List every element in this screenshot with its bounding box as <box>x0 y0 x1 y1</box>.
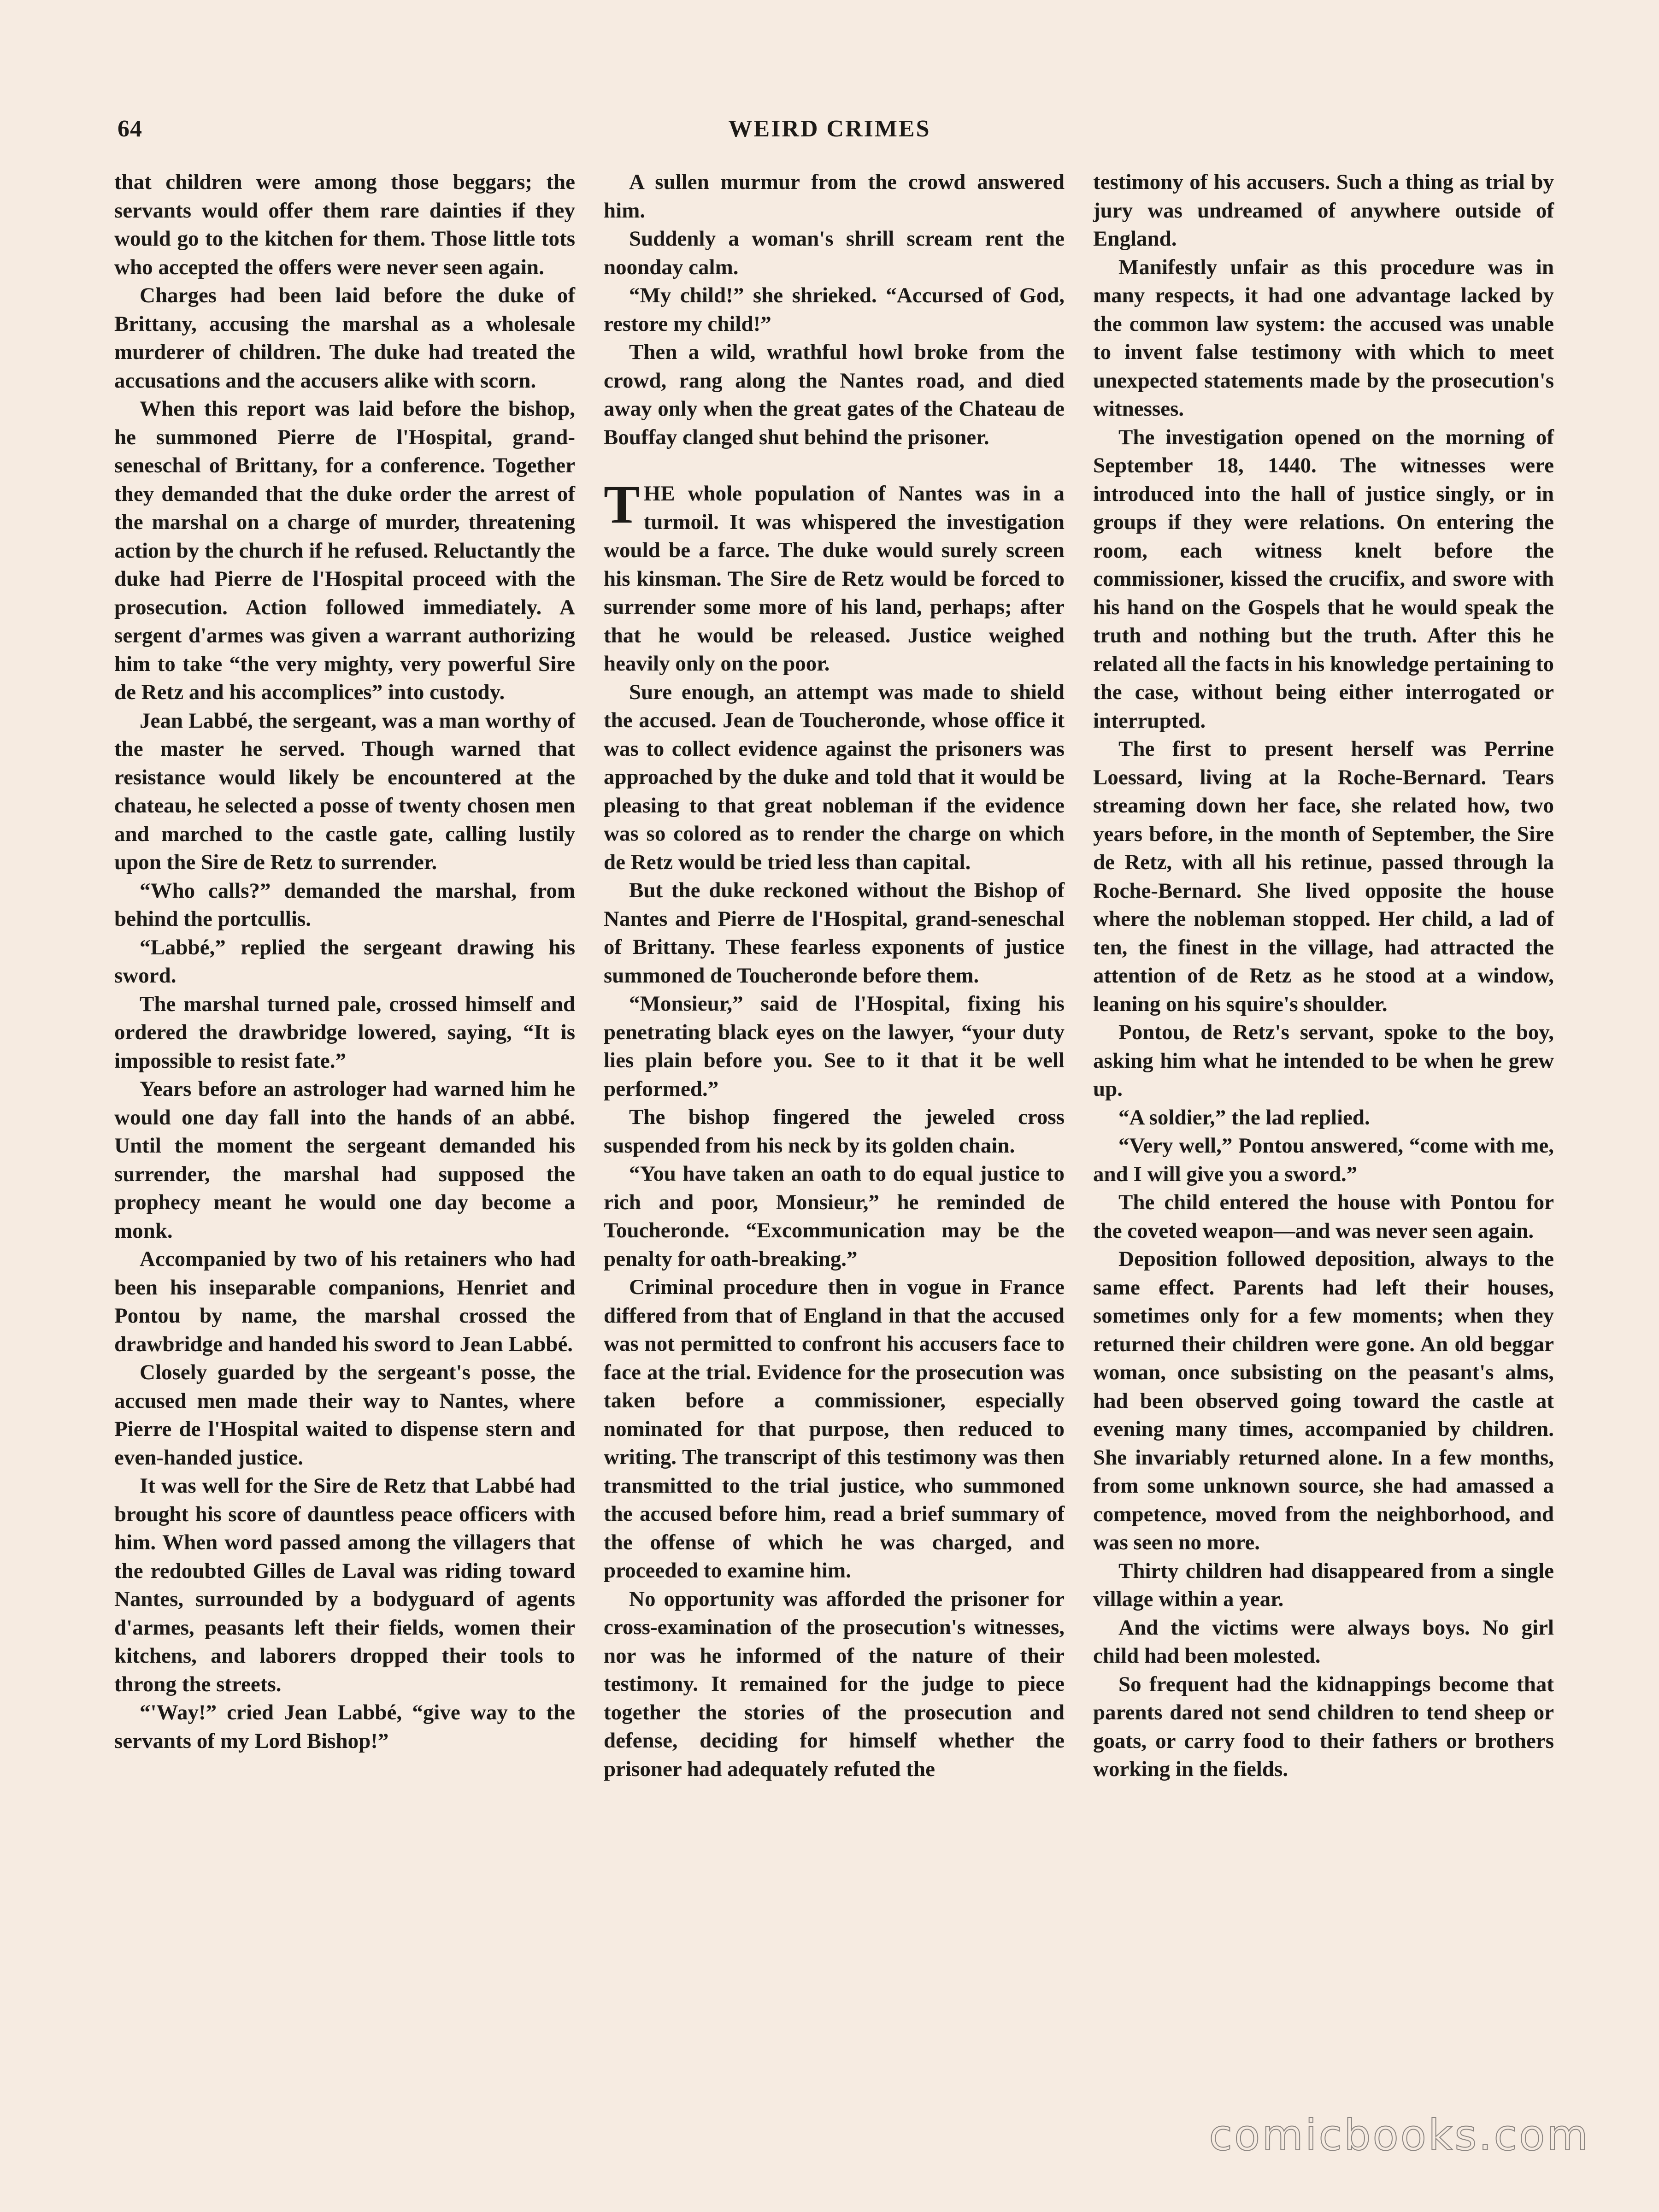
site-watermark: comicbooks.com <box>1209 2111 1590 2160</box>
text-column-1 <box>114 168 575 1755</box>
paragraph: Deposition followed deposition, always to the same effect. Parents had left their houses, sometimes only for a few moments; when they returned their children were gone. An old beggar woman, once subsisting on the peasant's alms, had been observed going toward the castle at evening many times, accompanied by children. She invariably returned alone. In a few months, from some unknown source, she had amassed a competence, moved from the neighborhood, and was seen no more. <box>1093 1247 1554 1554</box>
paragraph: Years before an astrologer had warned him he would one day fall into the hands of an abbé. Until the moment the sergeant demanded his surrender, the marshal had supposed the prophecy meant he would one day become a monk. <box>114 1077 575 1243</box>
paragraph: The child entered the house with Pontou for the coveted weapon—and was never seen again. <box>1093 1190 1554 1243</box>
drop-cap: T <box>604 474 640 535</box>
paragraph: “Monsieur,” said de l'Hospital, fixing his penetrating black eyes on the lawyer, “your duty lies plain before you. See to it that it be well performed.” <box>604 992 1065 1101</box>
paragraph: “My child!” she shrieked. “Accursed of God, restore my child!” <box>604 283 1065 336</box>
paragraph: Criminal procedure then in vogue in France differed from that of England in that the accused was not permitted to confront his accusers face to face at the trial. Evidence for the prosecution was taken before a commissioner, especially nominated for that purpose, then reduced to writing. The transcript of this testimony was then transmitted to the trial justice, who summoned the accused before him, read a brief summary of the offense of which he was charged, and proceeded to examine him. <box>604 1275 1065 1583</box>
paragraph: So frequent had the kidnappings become that parents dared not send children to tend sheep or goats, or carry food to their fathers or brothers working in the fields. <box>1093 1672 1554 1781</box>
text-column-2 <box>604 168 1065 1783</box>
paragraph: The bishop fingered the jeweled cross suspended from his neck by its golden chain. <box>604 1105 1065 1158</box>
paragraph: Manifestly unfair as this procedure was in many respects, it had one advantage lacked by the common law system: the accused was unable to invent false testimony with which to meet unexpected statements made by the prosecution's witnesses. <box>1093 255 1554 421</box>
paragraph: A sullen murmur from the crowd answered him. <box>604 170 1065 223</box>
paragraph: Closely guarded by the sergeant's posse, the accused men made their way to Nantes, where Pierre de l'Hospital waited to dispense stern and even-handed justice. <box>114 1360 575 1470</box>
paragraph: No opportunity was afforded the prisoner for cross-examination of the prosecution's witnesses, nor was he informed of the nature of their testimony. It remained for the judge to piece together the stories of the prosecution and defense, deciding for himself whether the prisoner had adequately refuted the <box>604 1587 1065 1781</box>
paragraph: testimony of his accusers. Such a thing as trial by jury was undreamed of anywhere outside of England. <box>1093 170 1554 251</box>
paragraph: “'Way!” cried Jean Labbé, “give way to the servants of my Lord Bishop!” <box>114 1700 575 1753</box>
paragraph: Jean Labbé, the sergeant, was a man worthy of the master he served. Though warned that resistance would likely be encountered at the chateau, he selected a posse of twenty chosen men and marched to the castle gate, calling lustily upon the Sire de Retz to surrender. <box>114 708 575 874</box>
paragraph: Then a wild, wrathful howl broke from the crowd, rang along the Nantes road, and died away only when the great gates of the Chateau de Bouffay clanged shut behind the prisoner. <box>604 340 1065 449</box>
paragraph: “Labbé,” replied the sergeant drawing his sword. <box>114 935 575 988</box>
paragraph: The investigation opened on the morning of September 18, 1440. The witnesses were introduced into the hall of justice singly, or in groups if they were relations. On entering the room, each witness knelt before the commissioner, kissed the crucifix, and swore with his hand on the Gospels that he would speak the truth and nothing but the truth. After this he related all the facts in his knowledge pertaining to the case, without being either interrogated or interrupted. <box>1093 425 1554 733</box>
page-number: 64 <box>118 116 142 142</box>
section-opening-paragraph <box>604 474 1065 678</box>
paragraph: Accompanied by two of his retainers who had been his inseparable companions, Henriet and Pontou by name, the marshal crossed the drawbridge and handed his sword to Jean Labbé. <box>114 1247 575 1356</box>
paragraph: “Very well,” Pontou answered, “come with me, and I will give you a sword.” <box>1093 1134 1554 1186</box>
paragraph: The marshal turned pale, crossed himself and ordered the drawbridge lowered, saying, “It is impossible to resist fate.” <box>114 992 575 1073</box>
paragraph: Pontou, de Retz's servant, spoke to the boy, asking him what he intended to be when he grew up. <box>1093 1020 1554 1101</box>
paragraph: But the duke reckoned without the Bishop of Nantes and Pierre de l'Hospital, grand-seneschal of Brittany. These fearless exponents of justice summoned de Toucheronde before them. <box>604 878 1065 988</box>
paragraph: When this report was laid before the bishop, he summoned Pierre de l'Hospital, grand-seneschal of Brittany, for a conference. Together they demanded that the duke order the arrest of the marshal on a charge of murder, threatening action by the church if he refused. Reluctantly the duke had Pierre de l'Hospital proceed with the prosecution. Action followed immediately. A sergent d'armes was given a warrant authorizing him to take “the very mighty, very powerful Sire de Retz and his accomplices” into custody. <box>114 397 575 704</box>
paragraph: Thirty children had disappeared from a single village within a year. <box>1093 1559 1554 1611</box>
text-column-3 <box>1093 168 1554 1784</box>
paragraph: Sure enough, an attempt was made to shield the accused. Jean de Toucheronde, whose office it was to collect evidence against the prisoners was approached by the duke and told that it would be pleasing to that great nobleman if the evidence was so colored as to render the charge on which de Retz would be tried less than capital. <box>604 680 1065 874</box>
paragraph: And the victims were always boys. No girl child had been molested. <box>1093 1615 1554 1668</box>
section-opening-text: HE whole population of Nantes was in a turmoil. It was whispered the investigation would be a farce. The duke would surely screen his kinsman. The Sire de Retz would be forced to surrender some more of his land, perhaps; after that he would be released. Justice weighed heavily only on the poor. <box>604 482 1065 676</box>
paragraph: The first to present herself was Perrine Loessard, living at la Roche-Bernard. Tears streaming down her face, she related how, two years before, in the month of September, the Sire de Retz, with all his retinue, passed through la Roche-Bernard. She lived opposite the house where the nobleman stopped. Her child, a lad of ten, the finest in the village, had attracted the attention of de Retz as he stood at a window, leaning on his squire's shoulder. <box>1093 737 1554 1016</box>
paragraph: Suddenly a woman's shrill scream rent the noonday calm. <box>604 227 1065 279</box>
paragraph: that children were among those beggars; the servants would offer them rare dainties if they would go to the kitchen for them. Those little tots who accepted the offers were never seen again. <box>114 170 575 279</box>
paragraph: Charges had been laid before the duke of Brittany, accusing the marshal as a wholesale murderer of children. The duke had treated the accusations and the accusers alike with scorn. <box>114 283 575 393</box>
paragraph: “You have taken an oath to do equal justice to rich and poor, Monsieur,” he reminded de Toucheronde. “Excommunication may be the penalty for oath-breaking.” <box>604 1162 1065 1271</box>
running-title: WEIRD CRIMES <box>728 116 931 142</box>
paragraph: “A soldier,” the lad replied. <box>1118 1105 1370 1130</box>
paragraph: It was well for the Sire de Retz that Labbé had brought his score of dauntless peace officers with him. When word passed among the villagers that the redoubted Gilles de Laval was riding toward Nantes, surrounded by a bodyguard of agents d'armes, peasants left their fields, women their kitchens, and laborers dropped their tools to throng the streets. <box>114 1474 575 1696</box>
paragraph: “Who calls?” demanded the marshal, from behind the portcullis. <box>114 878 575 931</box>
